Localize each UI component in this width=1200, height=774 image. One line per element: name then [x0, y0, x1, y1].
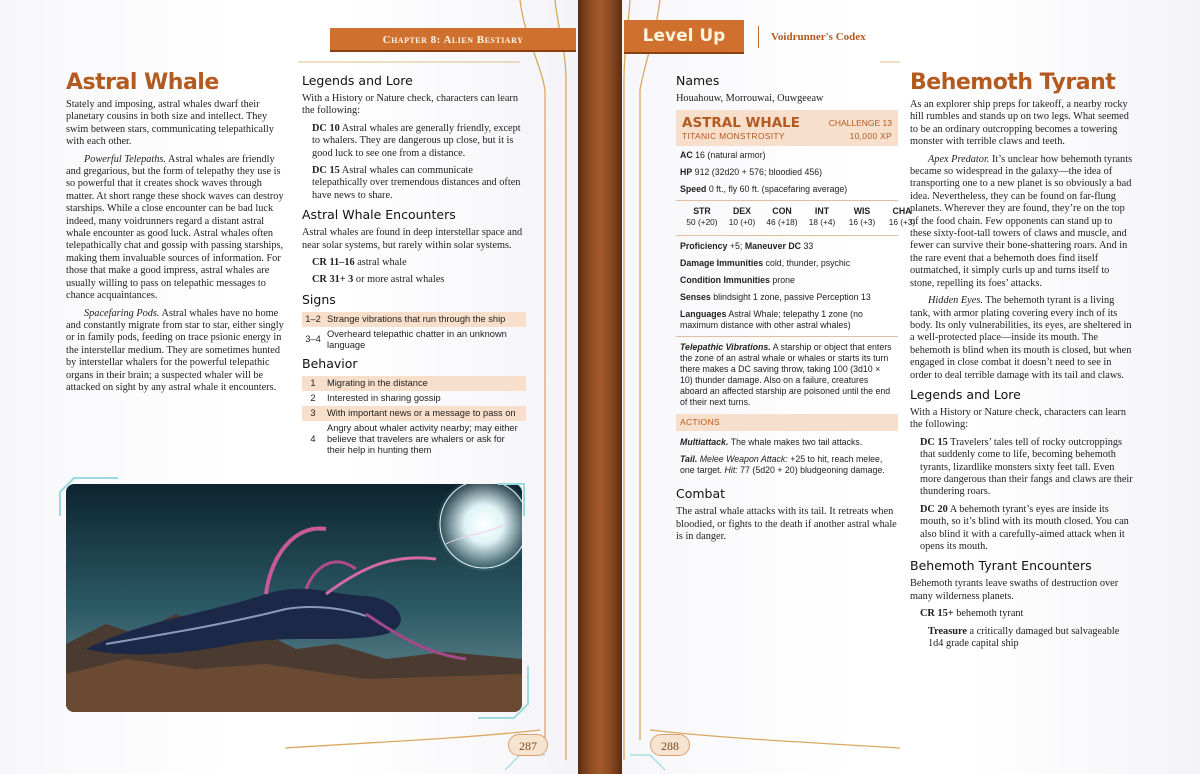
apex-text: It’s unclear how behemoth tyrants became so widespread in the galaxy—the idea of transporting one to a new planet is so obviously a bad idea. Nevertheless, they can be found on far-flung planets. Wherever they are found, they’re on the top of the food chain. Few opponents can stand up to these sixty-foot-tall towers of claws and muscle, and fewer can survive their bone-shattering roars. And in the rare event that a behemoth does find itself outmatched, it simply curls up and turns itself to stone, repelling its foes’ attacks. [910, 153, 1133, 289]
ability-value: 50 (+20) [686, 217, 718, 228]
whale-encounters-text: Astral whales are found in deep interstellar space and near solar systems, but rarely within solar systems. [302, 227, 523, 251]
ability-str [682, 206, 722, 228]
statblock-type-row [682, 131, 892, 142]
dc10-label: DC 10 [312, 122, 340, 134]
table-row [302, 406, 526, 421]
telepaths-text: Astral whales are friendly and gregarious, but the form of telepathy they use is so powerful that it creates shock waves through matter. At short range these shock waves can destroy starships. While a close encounter can be bad luck indeed, many voidrunners regard a distant astral whale encounter as good luck. Astral whales often telepathically chat and gossip with passing starships, making them invaluable sources of information. For those that make a good impress, astral whales are usually willing to pass on telepathic messages to chance acquaintances. [66, 153, 284, 302]
table-row [302, 391, 526, 406]
statblock [676, 110, 916, 478]
statblock-languages [676, 307, 898, 333]
whale-lore-heading: Legends and Lore [302, 73, 413, 88]
ac-label: AC [680, 150, 693, 161]
statblock-senses [676, 290, 898, 305]
ability-value: 46 (+18) [766, 217, 798, 228]
tail-text2: 77 (5d20 + 20) bludgeoning damage. [737, 465, 885, 476]
cond-imm-value: prone [769, 275, 795, 286]
behemoth-encounter-cr [920, 608, 1134, 620]
pods-label: Spacefaring Pods. [84, 307, 160, 319]
ability-value: 18 (+4) [808, 217, 836, 228]
ability-label: WIS [853, 206, 871, 217]
pods-paragraph [66, 308, 290, 395]
apex-paragraph [910, 154, 1134, 290]
ability-label: CON [772, 206, 792, 217]
chapter-banner: Chapter 8: Alien Bestiary [330, 28, 576, 52]
table-row [302, 312, 526, 327]
statblock-trait [676, 340, 898, 410]
table-row [302, 421, 526, 458]
speed-value: 0 ft., fly 60 ft. (spacefaring average) [706, 184, 848, 195]
cr1-text: astral whale [354, 257, 407, 269]
table-cell-number: 3–4 [305, 334, 321, 345]
level-up-logo: Level Up [624, 20, 744, 54]
statblock-hp [676, 165, 898, 180]
cr2-text: or more astral whales [353, 274, 445, 286]
table-cell-text: With important news or a message to pass on [324, 406, 526, 421]
senses-label: Senses [680, 292, 711, 303]
table-cell-text: Migrating in the distance [324, 376, 526, 391]
whale-encounter-cr1 [312, 257, 526, 269]
apex-label: Apex Predator. [928, 153, 990, 165]
dc15-label: DC 15 [920, 436, 948, 448]
statblock-name: ASTRAL WHALE [682, 115, 800, 132]
astral-whale-intro: Stately and imposing, astral whales dwarf their planetary cousins in both size and intellect. They swim between stars, communicating telepathically with each other. [66, 99, 274, 148]
dc15-text: Travelers’ tales tell of rocky outcroppings that suddenly come to life, becoming behemoth tyrants, lizardlike monsters sixty feet tall. Even more dangerous than their fangs and claws are their thundering roars. [920, 436, 1133, 498]
table-cell-text: Strange vibrations that run through the ship [324, 312, 526, 327]
cond-imm-label: Condition Immunities [680, 275, 770, 286]
languages-label: Languages [680, 309, 727, 320]
statblock-challenge: CHALLENGE 13 [828, 118, 892, 129]
multi-label: Multiattack. [680, 437, 729, 448]
treasure-text: a critically damaged but salvageable 1d4 grade capital ship [928, 625, 1120, 650]
statblock-divider [676, 200, 898, 201]
cr1-label: CR 11–16 [312, 257, 355, 269]
speed-label: Speed [680, 184, 707, 195]
statblock-proficiency [676, 239, 898, 254]
hidden-label: Hidden Eyes. [928, 295, 983, 307]
whale-lore-column [302, 70, 526, 461]
dmg-imm-value: cold, thunder, psychic [763, 258, 851, 269]
behemoth-lore-heading: Legends and Lore [910, 386, 1021, 402]
astral-whale-illustration [66, 484, 522, 712]
ability-wis [842, 206, 882, 228]
ability-dex [722, 206, 762, 228]
table-row [302, 327, 526, 353]
book-spine [578, 0, 622, 774]
tail-attack-type: Melee Weapon Attack: [697, 454, 788, 465]
maneuver-label: Maneuver DC [744, 241, 802, 252]
statblock-ac [676, 148, 898, 163]
hp-value: 912 (32d20 + 576; bloodied 456) [692, 167, 823, 178]
names-heading: Names [676, 73, 720, 88]
tail-hit: Hit: [724, 465, 738, 476]
maneuver-value: 33 [801, 241, 814, 252]
behemoth-intro: As an explorer ship preps for takeoff, a nearby rocky hill rumbles and stands up on two legs. What seemed to be an ordinary outcropping becomes a towering monster with terrible claws and teeth. [910, 99, 1129, 148]
statblock-condition-immunities [676, 273, 898, 288]
tail-label: Tail. [680, 454, 698, 465]
telepaths-paragraph [66, 154, 290, 303]
statblock-multiattack [676, 435, 898, 450]
page-number-left: 287 [508, 734, 548, 756]
whale-lore-dc15 [312, 165, 526, 202]
cr-label: CR 15+ [920, 608, 954, 620]
treasure-label: Treasure [928, 625, 967, 637]
table-cell-text: Interested in sharing gossip [327, 392, 441, 403]
combat-text: The astral whale attacks with its tail. It retreats when bloodied, or fights to the death if another astral whale is in danger. [676, 506, 897, 543]
dmg-imm-label: Damage Immunities [680, 258, 764, 269]
prof-value: +5; [727, 241, 745, 252]
ability-label: DEX [732, 206, 752, 217]
behavior-table [302, 376, 526, 458]
behemoth-lore-dc20 [920, 504, 1134, 554]
hidden-text: The behemoth tyrant is a living tank, with armor plating covering every inch of its body. Its only vulnerabilities, its eyes, are sheltered in a well-protected place—inside its mouth. The behemoth is blind when its mouth is closed, but when engaged in close combat it doesn’t need to see in order to deal terrible damage with its tail and claws. [910, 295, 1132, 381]
whale-lore-intro: With a History or Nature check, characters can learn the following: [302, 93, 518, 117]
names-text: Houahouw, Morrouwai, Ouwgeeaw [676, 93, 824, 104]
ability-scores [682, 204, 916, 232]
multi-text: The whale makes two tail attacks. [728, 437, 863, 448]
behavior-heading: Behavior [302, 355, 358, 371]
behemoth-column [910, 70, 1134, 655]
statblock-header [676, 110, 898, 146]
table-cell-text: Angry about whaler activity nearby; may either believe that travelers are whalers or ask for their help in hunting them [327, 422, 518, 455]
cr2-label: CR 31+ 3 [312, 274, 354, 286]
behemoth-treasure [928, 626, 1134, 651]
statblock-damage-immunities [676, 256, 898, 271]
behemoth-title: Behemoth Tyrant [910, 70, 1116, 95]
ability-value: 16 (+3) [888, 217, 916, 228]
dc10-text: Astral whales are generally friendly, except to whalers. They are dangerous up close, but it is good luck to see one from a distance. [312, 122, 521, 159]
table-cell-number: 2 [310, 392, 316, 403]
behemoth-lore-intro: With a History or Nature check, characters can learn the following: [910, 406, 1126, 431]
ability-label: STR [693, 206, 711, 217]
names-column [676, 70, 916, 549]
statblock-name-row [682, 115, 892, 131]
behemoth-encounters-heading: Behemoth Tyrant Encounters [910, 558, 1092, 574]
ability-label: INT [814, 206, 830, 217]
table-cell-text: Overheard telepathic chatter in an unknown language [327, 328, 507, 350]
ability-label: CHA [892, 206, 912, 217]
combat-heading: Combat [676, 486, 726, 502]
actions-heading: ACTIONS [676, 414, 898, 431]
table-row [302, 376, 526, 391]
whale-encounters-heading: Astral Whale Encounters [302, 207, 456, 223]
table-cell-number: 1 [302, 376, 324, 391]
statblock-tail [676, 452, 898, 478]
statblock-divider [676, 336, 898, 337]
ac-value: 16 (natural armor) [692, 150, 766, 161]
ability-value: 10 (+0) [728, 217, 756, 228]
statblock-divider [676, 235, 898, 236]
whale-lore-dc10 [312, 123, 526, 160]
languages-value: Astral Whale; telepathy 1 zone (no maximum distance with other astral whales) [680, 309, 863, 331]
tail-text1: +25 to hit, reach melee, one target. [680, 454, 883, 476]
behemoth-lore-dc15 [920, 437, 1134, 499]
statblock-speed [676, 182, 898, 197]
table-cell-number: 1–2 [302, 312, 324, 327]
hidden-eyes-paragraph [910, 295, 1134, 382]
senses-value: blindsight 1 zone, passive Perception 13 [710, 292, 871, 303]
signs-table [302, 312, 526, 353]
cr-text: behemoth tyrant [953, 608, 1024, 620]
astral-whale-title: Astral Whale [66, 70, 219, 95]
ability-int [802, 206, 842, 228]
trait-label: Telepathic Vibrations. [680, 342, 771, 353]
behemoth-encounters-text: Behemoth tyrants leave swaths of destruction over many wilderness planets. [910, 578, 1119, 602]
hp-label: HP [680, 167, 693, 178]
page-number-right: 288 [650, 734, 690, 756]
whale-encounter-cr2 [312, 274, 526, 286]
prof-label: Proficiency [680, 241, 728, 252]
dc20-label: DC 20 [920, 503, 948, 515]
ability-con [762, 206, 802, 228]
table-cell-number: 4 [310, 433, 316, 444]
statblock-xp: 10,000 XP [849, 131, 892, 142]
pods-text: Astral whales have no home and constantly migrate from star to star, either singly or in family pods, feeding on trace psionic energy in the interstellar medium. They are sometimes hunted by interstellar whalers for the powerful telepathic organs in their brain; a suspected whaler will be attacked on sight by any astral whale it encounters. [66, 307, 284, 393]
dc20-text: A behemoth tyrant’s eyes are inside its mouth, so it’s blind with its mouth closed. You can also blind it with a carefully-aimed attack when it opens its mouth. [920, 503, 1129, 552]
dc15-label: DC 15 [312, 165, 340, 177]
statblock-type: TITANIC MONSTROSITY [682, 131, 785, 142]
codex-title: Voidrunner's Codex [758, 26, 866, 48]
ability-value: 16 (+3) [848, 217, 876, 228]
telepaths-label: Powerful Telepaths. [84, 153, 166, 165]
signs-heading: Signs [302, 291, 336, 307]
dc15-text: Astral whales can communicate telepathically over tremendous distances and often have news to share. [312, 165, 521, 201]
table-cell-number: 3 [302, 406, 324, 421]
trait-text: A starship or object that enters the zone of an astral whale or whales or starts its turn there makes a DC saving throw, taking 100 (3d10 × 10) thunder damage. Also on a failure, creatures aboard an affected starship are poisoned until the end of their next turns. [680, 342, 892, 408]
astral-whale-column [66, 70, 290, 399]
